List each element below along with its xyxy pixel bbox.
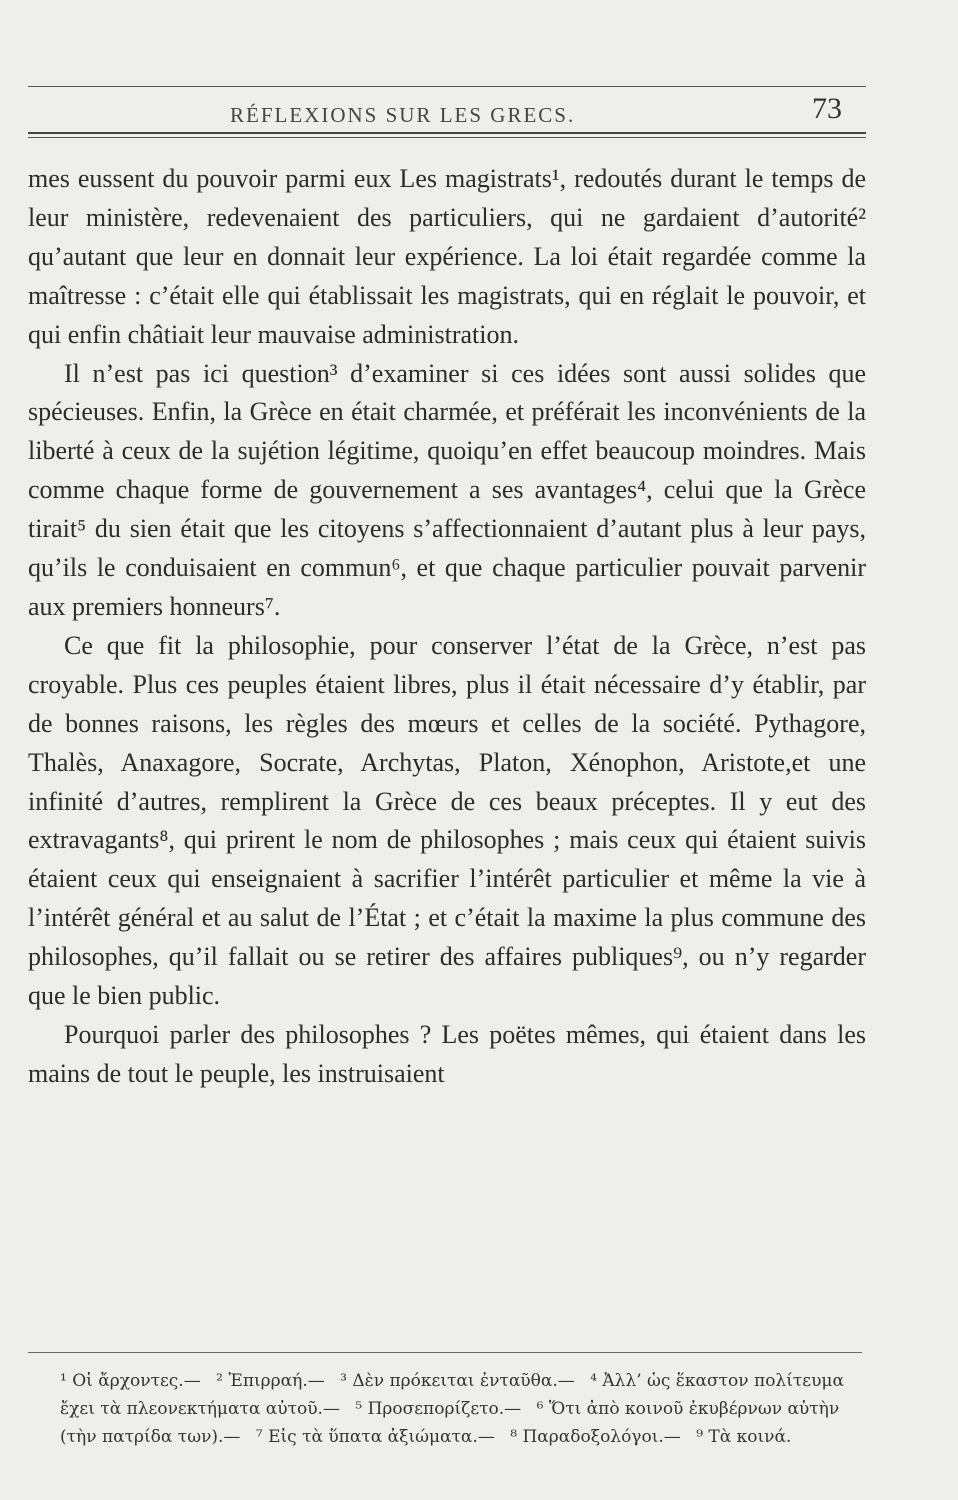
footnote: ¹ Οἱ ἄρχοντες.— [60, 1371, 201, 1391]
header-rule-top [28, 86, 866, 87]
header-rule-bottom [28, 132, 866, 134]
footnote: ⁹ Τὰ κοινά. [696, 1427, 792, 1447]
footnote-rule [28, 1352, 862, 1353]
footnote: ⁵ Προσεπορίζετο.— [355, 1399, 522, 1419]
paragraph: Il n’est pas ici question³ d’examiner si ces idées sont aussi solides que spécieuses. Enfin, la Grèce en était charmée, et préférait les inconvénients de la liberté à ceux de la sujétion légitime, quoiqu’en effet beaucoup moindres. Mais comme chaque forme de gouvernement a ses avantages⁴, celui que la Grèce tirait⁵ du sien était que les citoyens s’affectionnaient d’autant plus à leur pays, qu’ils le conduisaient en commun⁶, et que chaque particulier pouvait parvenir aux premiers honneurs⁷. [28, 358, 866, 621]
paragraph: Pourquoi parler des philosophes ? Les poëtes mêmes, qui étaient dans les mains de tout le peuple, les instruisaient [28, 1019, 866, 1088]
paragraph: mes eussent du pouvoir parmi eux Les magistrats¹, redoutés durant le temps de leur ministère, redevenaient des particuliers, qui ne gardaient d’autorité² qu’autant que leur en donnait leur expérience. La loi était regardée comme la maîtresse : c’était elle qui établissait les magistrats, qui en réglait le pouvoir, et qui enfin châtiait leur mauvaise administration. [28, 164, 866, 349]
footnotes [60, 1367, 880, 1451]
paragraph: Ce que fit la philosophie, pour conserver l’état de la Grèce, n’est pas croyable. Plus ces peuples étaient libres, plus il était nécessaire d’y établir, par de bonnes raisons, les règles des mœurs et celles de la société. Pythagore, Thalès, Anaxagore, Socrate, Archytas, Platon, Xénophon, Aristote,et une infinité d’autres, remplirent la Grèce de ces beaux préceptes. Il y eut des extravagants⁸, qui prirent le nom de philosophes ; mais ceux qui étaient suivis étaient ceux qui enseignaient à sacrifier l’intérêt particulier et même la vie à l’intérêt général et au salut de l’État ; et c’était la maxime la plus commune des philosophes, qu’il fallait ou se retirer des affaires publiques⁹, ou n’y regarder que le bien public. [28, 630, 866, 1011]
running-header: RÉFLEXIONS SUR LES GRECS. [230, 103, 576, 127]
footnote: ⁸ Παραδοξολόγοι.— [510, 1427, 681, 1447]
footnote: ⁷ Εἰς τὰ ὕπατα ἀξιώματα.— [255, 1427, 495, 1447]
footnote: ⁴ Ἀλλ’ ὡς ἕκαστον πολίτευμα ἔχει τὰ πλεονεκτήματα αὐτοῦ.— [60, 1371, 844, 1419]
page-number: 73 [812, 92, 842, 125]
footnote: ³ Δὲν πρόκειται ἐνταῦθα.— [340, 1371, 575, 1391]
header-rule-bottom-thin [28, 137, 866, 138]
main-text [28, 160, 866, 1094]
footnote: ⁶ Ὅτι ἀπὸ κοινοῦ ἐκυβέρνων αὐτὴν (τὴν πατρίδα των).— [60, 1399, 840, 1447]
footnote: ² Ἐπιρραή.— [216, 1371, 325, 1391]
